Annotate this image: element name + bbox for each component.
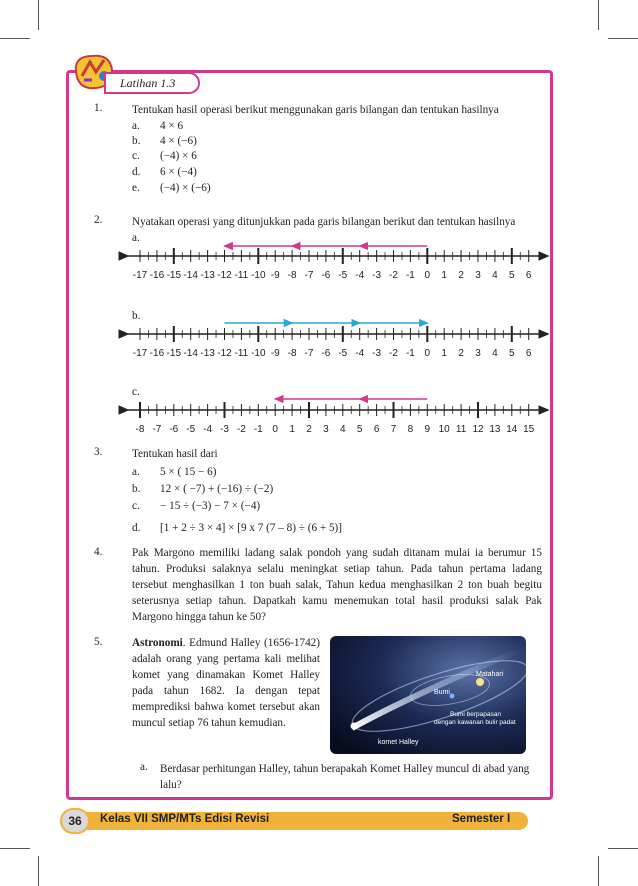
item-text: 12 × ( −7) + (−16) ÷ (−2) <box>160 483 274 495</box>
number-line-tick-label: -15 <box>166 348 182 359</box>
number-line-tick-label: -10 <box>251 270 266 281</box>
number-line-tick-label: 4 <box>340 424 346 435</box>
number-line-tick-label: 13 <box>489 424 501 435</box>
question-text: Pak Margono memiliki ladang salak pondoh yang sudah ditanam mulai ia berumur 15 tahun. Produksi salaknya selalu meningkat setiap tahun. Pada tahun pertama ladang tersebut menghasilkan 1 ton buah salak, Tahun kedua menghasilkan 2 ton buah begitu seterusnya setiap tahun. Dapatkah kamu menemukan total hasil produksi salak Pak Margono hingga tahun ke 50? <box>132 547 542 623</box>
question-text: Tentukan hasil operasi berikut menggunakan garis bilangan dan tentukan hasilnya <box>132 104 499 116</box>
question-number: 1. <box>94 102 103 114</box>
number-line-tick-label: 4 <box>492 270 498 281</box>
number-line-tick-label: 6 <box>525 348 532 359</box>
item-label: b. <box>132 135 141 147</box>
number-line-tick-label: -2 <box>389 348 398 359</box>
number-line-tick-label: -4 <box>203 424 213 435</box>
exercise-title: Latihan 1.3 <box>120 76 176 90</box>
earth-label: Bumi <box>434 689 450 696</box>
number-line-tick-label: -1 <box>405 270 415 281</box>
number-line-tick-label: -8 <box>135 424 145 435</box>
number-line-tick-label: -7 <box>152 424 162 435</box>
question-text <box>132 635 320 731</box>
item-label: d. <box>132 166 141 178</box>
number-line-tick-label: -13 <box>200 348 215 359</box>
number-line-tick-label: -4 <box>355 348 365 359</box>
question-text: Tentukan hasil dari <box>132 448 218 460</box>
page-number: 36 <box>60 808 90 834</box>
number-line-tick-label: -12 <box>217 348 232 359</box>
number-line-tick-label: 1 <box>441 348 447 359</box>
encounter-label-2: dengan kawanan bulir padat <box>434 719 516 726</box>
number-line-tick-label: 15 <box>523 424 535 435</box>
number-line-tick-label: -9 <box>270 348 280 359</box>
number-line-tick-label: 11 <box>455 424 467 435</box>
number-line-label: b. <box>132 310 141 322</box>
number-line-tick-label: 12 <box>472 424 484 435</box>
number-line-tick-label: -4 <box>355 270 365 281</box>
number-line-tick-label: 0 <box>424 270 431 281</box>
item-label: a. <box>132 466 140 478</box>
item-label: a. <box>132 120 140 132</box>
semester-label: Semester I <box>452 813 511 825</box>
number-line-tick-label: 6 <box>525 270 532 281</box>
crop-mark <box>598 856 599 886</box>
number-line-tick-label: -11 <box>234 348 249 359</box>
item-text: (−4) × 6 <box>160 150 197 162</box>
number-line-tick-label: 14 <box>506 424 518 435</box>
item-text: [1 + 2 ÷ 3 × 4] × [9 x 7 (7 – 8) ÷ (6 + 5)] <box>160 522 342 534</box>
number-line-tick-label: 8 <box>407 424 414 435</box>
item-label: a. <box>140 761 148 773</box>
item-label: c. <box>132 500 140 512</box>
number-line-tick-label: -8 <box>287 348 297 359</box>
question-body: . Edmund Halley (1656-1742) adalah orang yang pertama kali melihat komet yang dinamakan Komet Halley pada tahun 1682. Ia dengan tepat memprediksi bahwa komet tersebut akan muncul setiap 76 tahun kemudian. <box>132 637 320 729</box>
item-text: 5 × ( 15 − 6) <box>160 466 217 478</box>
number-line-tick-label: -7 <box>304 348 314 359</box>
number-line-tick-label: -17 <box>132 348 148 359</box>
number-line-tick-label: -16 <box>149 270 165 281</box>
number-line-tick-label: 2 <box>458 348 464 359</box>
number-line-tick-label: 0 <box>272 424 278 435</box>
number-line-tick-label: 3 <box>475 270 481 281</box>
number-line-tick-label: -11 <box>234 270 249 281</box>
comet-label: komet Halley <box>378 739 419 746</box>
number-line-tick-label: 7 <box>390 424 397 435</box>
number-line-tick-label: -17 <box>132 270 148 281</box>
crop-mark <box>38 856 39 886</box>
number-lines <box>0 0 638 440</box>
item-label: c. <box>132 150 140 162</box>
number-line-tick-label: -13 <box>200 270 215 281</box>
number-line-tick-label: -12 <box>217 270 232 281</box>
crop-mark <box>608 848 638 849</box>
number-line-tick-label: -1 <box>405 348 415 359</box>
item-text: Berdasar perhitungan Halley, tahun berapakah Komet Halley muncul di abad yang lalu? <box>160 763 530 791</box>
number-line-tick-label: 5 <box>509 348 515 359</box>
question-text: Nyatakan operasi yang ditunjukkan pada garis bilangan berikut dan tentukan hasilnya <box>132 216 516 228</box>
number-line-tick-label: 2 <box>306 424 312 435</box>
item-text: 6 × (−4) <box>160 166 197 178</box>
item-label: e. <box>132 182 140 194</box>
number-line-tick-label: -6 <box>321 348 331 359</box>
number-line-tick-label: 3 <box>475 348 481 359</box>
number-line-tick-label: -7 <box>304 270 314 281</box>
number-line-tick-label: -2 <box>236 424 246 435</box>
number-line-tick-label: -15 <box>166 270 182 281</box>
sun-label: Matahari <box>476 671 504 678</box>
number-line-tick-label: -16 <box>149 348 165 359</box>
item-text: 4 × (−6) <box>160 135 197 147</box>
number-line-tick-label: -8 <box>287 270 297 281</box>
number-line-tick-label: -5 <box>186 424 196 435</box>
number-line-tick-label: -3 <box>372 348 382 359</box>
number-line-label: c. <box>132 386 140 398</box>
number-line-tick-label: -5 <box>338 348 348 359</box>
number-line-tick-label: -3 <box>220 424 229 435</box>
number-line-tick-label: -3 <box>372 270 382 281</box>
question-number: 2. <box>94 214 103 226</box>
number-line-tick-label: -10 <box>251 348 266 359</box>
item-text: − 15 ÷ (−3) − 7 × (−4) <box>160 500 261 512</box>
number-line-tick-label: 3 <box>323 424 329 435</box>
number-line-tick-label: 6 <box>373 424 380 435</box>
number-line-label: a. <box>132 232 140 244</box>
number-line-tick-label: 9 <box>424 424 431 435</box>
item-label: d. <box>132 522 141 534</box>
number-line-tick-label: 0 <box>424 348 431 359</box>
number-line-tick-label: 1 <box>441 270 447 281</box>
question-number: 4. <box>94 546 103 558</box>
number-line-tick-label: -1 <box>253 424 263 435</box>
halley-comet-illustration <box>330 636 526 754</box>
number-line-tick-label: -14 <box>183 348 198 359</box>
question-number: 5. <box>94 636 103 648</box>
item-label: b. <box>132 483 141 495</box>
number-line-tick-label: 10 <box>438 424 450 435</box>
crop-mark <box>0 848 30 849</box>
number-line-tick-label: -5 <box>338 270 348 281</box>
item-text: 4 × 6 <box>160 120 184 132</box>
question-number: 3. <box>94 446 103 458</box>
number-line-tick-label: 1 <box>289 424 295 435</box>
number-line-tick-label: 4 <box>492 348 498 359</box>
number-line-tick-label: -2 <box>389 270 398 281</box>
number-line-tick-label: 5 <box>509 270 515 281</box>
number-line-tick-label: 2 <box>458 270 464 281</box>
book-title: Kelas VII SMP/MTs Edisi Revisi <box>100 813 270 825</box>
question-keyword: Astronomi <box>132 637 183 649</box>
encounter-label: Bumi berpapasan <box>450 711 501 718</box>
number-line-tick-label: -6 <box>321 270 331 281</box>
number-line-tick-label: -6 <box>169 424 179 435</box>
number-line-tick-label: -9 <box>270 270 280 281</box>
number-line-tick-label: -14 <box>183 270 198 281</box>
item-text: (−4) × (−6) <box>160 182 211 194</box>
number-line-tick-label: 5 <box>356 424 363 435</box>
